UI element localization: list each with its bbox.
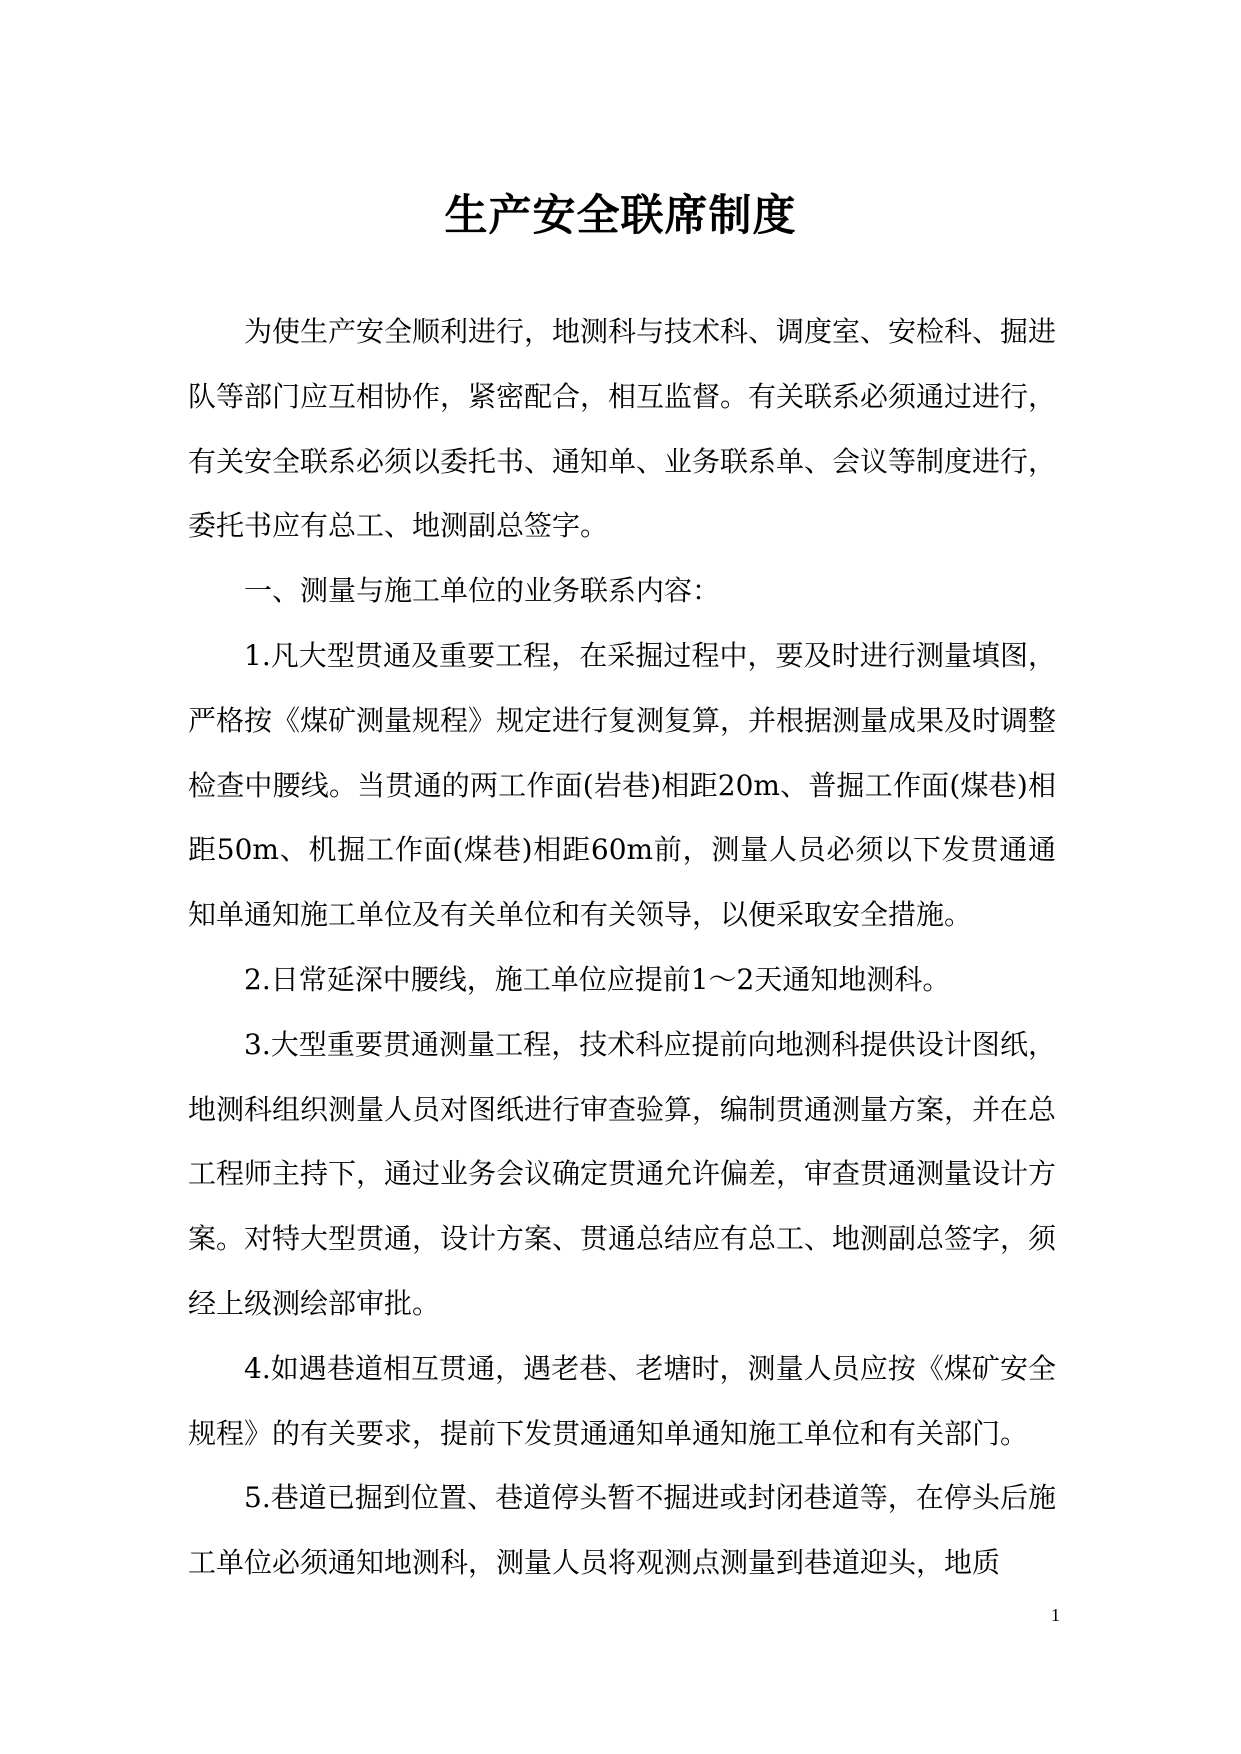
page-number: 1: [1051, 1605, 1060, 1625]
section-heading-1: 一、测量与施工单位的业务联系内容：: [244, 574, 721, 608]
paragraph-intro: 为使生产安全顺利进行，地测科与技术科、调度室、安检科、掘进队等部门应互相协作，紧密配合，相互监督。有关联系必须通过进行，有关安全联系必须以委托书、通知单、业务联系单、会议等制度进行，委托书应有总工、地测副总签字。: [188, 315, 1057, 543]
document-title: 生产安全联席制度: [444, 191, 797, 241]
paragraph-item-2: 2.日常延深中腰线，施工单位应提前1～2天通知地测科。: [244, 962, 951, 996]
document-body: [188, 300, 1056, 1596]
paragraph-item-5: 5.巷道已掘到位置、巷道停头暂不掘进或封闭巷道等，在停头后施工单位必须通知地测科，测量人员将观测点测量到巷道迎头，地质: [188, 1481, 1056, 1580]
paragraph-item-3: 3.大型重要贯通测量工程，技术科应提前向地测科提供设计图纸，地测科组织测量人员对图纸进行审查验算，编制贯通测量方案，并在总工程师主持下，通过业务会议确定贯通允许偏差，审查贯通测量设计方案。对特大型贯通，设计方案、贯通总结应有总工、地测副总签字，须经上级测绘部审批。: [188, 1027, 1057, 1320]
paragraph-item-4: 4.如遇巷道相互贯通，遇老巷、老塘时，测量人员应按《煤矿安全规程》的有关要求，提前下发贯通通知单通知施工单位和有关部门。: [188, 1351, 1056, 1450]
paragraph-item-1: 1.凡大型贯通及重要工程，在采掘过程中，要及时进行测量填图，严格按《煤矿测量规程》规定进行复测复算，并根据测量成果及时调整检查中腰线。当贯通的两工作面(岩巷)相距20m、普掘工作面(煤巷)相距50m、机掘工作面(煤巷)相距60m前，测量人员必须以下发贯通通知单通知施工单位及有关单位和有关领导，以便采取安全措施。: [188, 638, 1057, 932]
